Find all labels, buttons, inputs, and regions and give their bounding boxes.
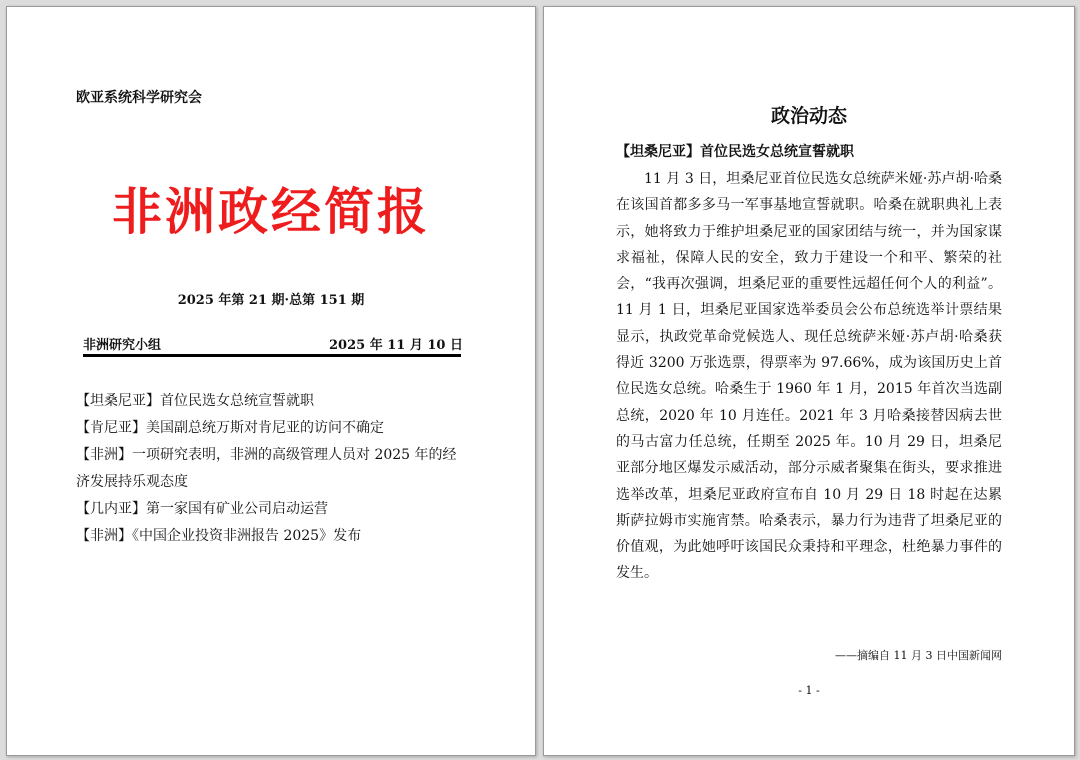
toc-item: 【几内亚】第一家国有矿业公司启动运营 (76, 501, 328, 517)
article-page (543, 6, 1075, 756)
page-number: - 1 - (798, 684, 820, 697)
research-group: 非洲研究小组 (83, 338, 162, 353)
section-title: 政治动态 (770, 105, 847, 127)
masthead-title: 非洲政经简报 (112, 183, 430, 241)
cover-page (6, 6, 536, 756)
header-divider (83, 354, 461, 357)
publish-date: 2025 年 11 月 10 日 (329, 338, 463, 353)
article-body: 11 月 3 日，坦桑尼亚首位民选女总统萨米娅·苏卢胡·哈桑在该国首都多多马一军事基地宣誓就职。哈桑在就职典礼上表示，她将致力于维护坦桑尼亚的国家团结与统一，并为国家谋求福祉，保障人民的安全，致力于建设一个和平、繁荣的社会，“我再次强调，坦桑尼亚的重要性远超任何个人的利益”。11 月 1 日，坦桑尼亚国家选举委员会公布总统选举计票结果显示，执政党革命党候选人、现任总统萨米娅·苏卢胡·哈桑获得近 3200 万张选票，得票率为 97.66%，成为该国历史上首位民选女总统。哈桑生于 1960 年 1 月，2015 年首次当选副总统，2020 年 10 月连任。2021 年 3 月哈桑接替因病去世的马古富力任总统，任期至 2025 年。10 月 29 日，坦桑尼亚部分地区爆发示威活动，部分示威者聚集在街头，要求推进选举改革，坦桑尼亚政府宣布自 10 月 29 日 18 时起在达累斯萨拉姆市实施宵禁。哈桑表示，暴力行为违背了坦桑尼亚的价值观，为此她呼吁该国民众秉持和平理念，杜绝暴力事件的发生。 (616, 171, 1002, 582)
toc-item: 【非洲】一项研究表明，非洲的高级管理人员对 2025 年的经济发展持乐观态度 (76, 447, 457, 490)
toc-item: 【坦桑尼亚】首位民选女总统宣誓就职 (76, 393, 314, 409)
issue-number: 2025 年第 21 期·总第 151 期 (177, 293, 365, 308)
toc-item: 【肯尼亚】美国副总统万斯对肯尼亚的访问不确定 (76, 420, 384, 436)
toc-item: 【非洲】《中国企业投资非洲报告 2025》发布 (76, 528, 362, 544)
article-headline: 【坦桑尼亚】首位民选女总统宣誓就职 (616, 144, 854, 160)
article-source: ——摘编自 11 月 3 日中国新闻网 (835, 649, 1002, 662)
organization-name: 欧亚系统科学研究会 (76, 90, 202, 106)
table-of-contents (76, 388, 468, 550)
